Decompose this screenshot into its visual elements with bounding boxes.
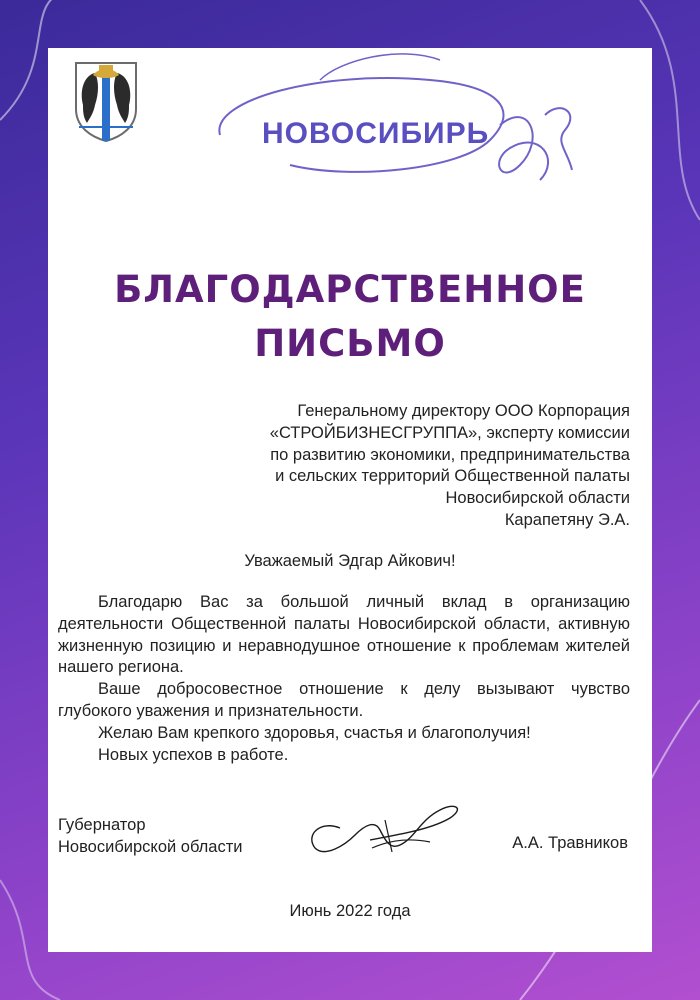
body-paragraph: Желаю Вам крепкого здоровья, счастья и благополучия! xyxy=(98,723,531,742)
logo-text: НОВОСИБИРЬ xyxy=(262,117,490,150)
document-title-line2: ПИСЬМО xyxy=(254,322,446,365)
addressee-line: Генеральному директору ООО Корпорация xyxy=(297,402,630,420)
position-line: Новосибирской области xyxy=(58,837,243,856)
body-paragraph: Благодарю Вас за большой личный вклад в организацию деятельности Общественной палаты Новосибирской области, активную жизненную позицию и неравнодушное отношение к проблемам жителей нашего региона. xyxy=(58,593,630,677)
document-date: Июнь 2022 года xyxy=(289,902,411,920)
handwritten-signature xyxy=(300,790,470,860)
signatory-position xyxy=(58,815,243,859)
addressee-line: Карапетяну Э.А. xyxy=(504,510,630,529)
letter-body xyxy=(58,592,630,766)
body-paragraph: Новых успехов в работе. xyxy=(98,745,289,764)
addressee-block xyxy=(160,401,630,532)
greeting: Уважаемый Эдгар Айкович! xyxy=(244,552,456,570)
position-line: Губернатор xyxy=(58,816,146,834)
body-paragraph: Ваше добросовестное отношение к делу вызывают чувство глубокого уважения и признательности. xyxy=(58,680,630,720)
addressee-line: «СТРОЙБИЗНЕСГРУППА», эксперту комиссии xyxy=(269,423,630,442)
document-title-line1: БЛАГОДАРСТВЕННОЕ xyxy=(114,268,586,311)
addressee-line: Новосибирской области xyxy=(445,489,630,508)
signatory-name: А.А. Травников xyxy=(512,834,628,852)
addressee-line: по развитию экономики, предпринимательства xyxy=(270,445,630,464)
coat-of-arms-icon xyxy=(73,57,139,143)
addressee-line: и сельских территорий Общественной палаты xyxy=(275,467,630,486)
